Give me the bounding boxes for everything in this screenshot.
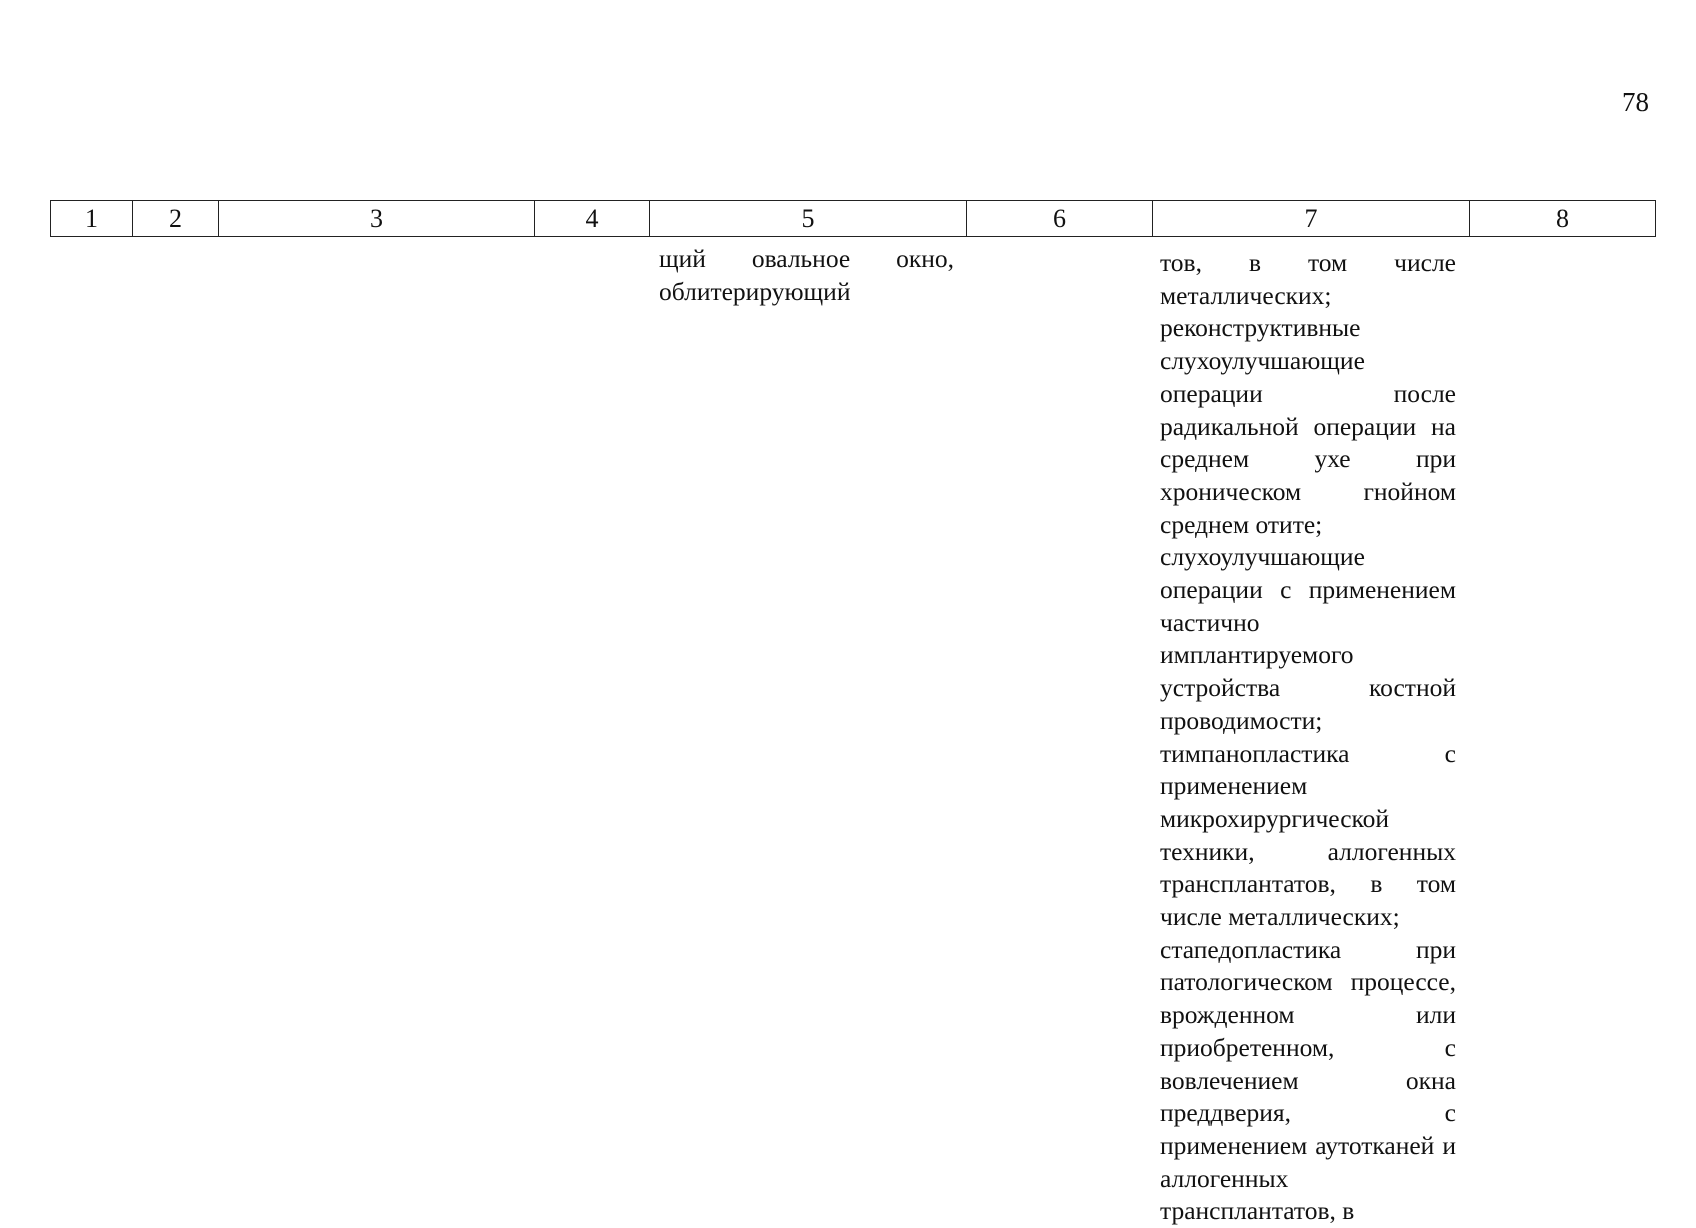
column-7-paragraph: слухоулучшающие операции с применением частично имплантируемого устройства костной проводимости; (1160, 542, 1456, 735)
column-header-1: 1 (51, 201, 133, 237)
column-7-cell-text (1160, 247, 1456, 1228)
column-header-3: 3 (219, 201, 535, 237)
column-7-paragraph: тимпанопластика с применением микрохирургической техники, аллогенных трансплантатов, в том числе металлических; (1160, 738, 1456, 932)
column-7-paragraph: тов, в том числе металлических; (1160, 248, 1456, 310)
column-header-2: 2 (133, 201, 219, 237)
column-header-4: 4 (535, 201, 650, 237)
column-header-7: 7 (1153, 201, 1470, 237)
column-header-5: 5 (650, 201, 967, 237)
column-number-header-row (50, 200, 1656, 237)
column-header-8: 8 (1470, 201, 1656, 237)
column-header-6: 6 (967, 201, 1153, 237)
column-5-cell-text: щий овальное окно, облитерирующий (659, 244, 954, 306)
page-number: 78 (1622, 87, 1649, 117)
column-7-paragraph: стапедопластика при патологическом процессе, врожденном или приобретенном, с вовлечением окна преддверия, с применением аутотканей и аллогенных трансплантатов, в (1160, 934, 1456, 1226)
column-7-paragraph: реконструктивные слухоулучшающие операции после радикальной операции на среднем ухе при хроническом гнойном среднем отите; (1160, 313, 1456, 539)
